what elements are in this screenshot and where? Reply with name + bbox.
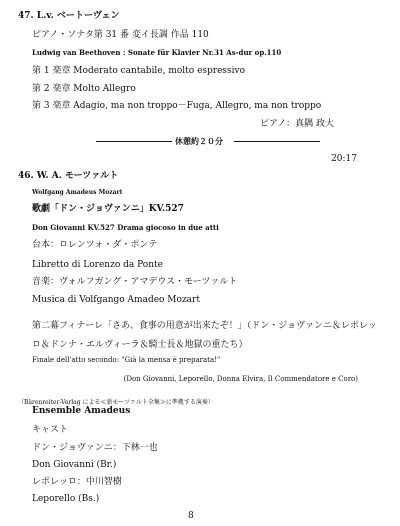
intermission-label: 休憩約２０分 <box>175 136 223 146</box>
finale-roles: (Don Giovanni, Leporello, Donna Elvira, Il Commendatore e Coro) <box>123 375 358 383</box>
cast-2-en: Leporello (Bs.) <box>32 494 100 504</box>
composer-en: Wolfgang Amadeus Mozart <box>32 189 123 196</box>
divider-left <box>96 141 172 142</box>
libretto-ja: 台本：ロレンツォ・ダ・ポンテ <box>32 240 158 250</box>
cast-1-en: Don Giovanni (Br.) <box>32 460 117 470</box>
movement-2: 第 2 楽章 Molto Allegro <box>32 84 136 94</box>
program-heading-mozart: 46. W. A. モーツァルト <box>18 171 119 181</box>
ensemble-name: Ensemble Amadeus <box>32 406 131 416</box>
music-it: Musica di Volfgango Amadeo Mozart <box>32 295 200 305</box>
finale-ja-line2: ロ＆ドンナ・エルヴィーラ＆騎士長＆地獄の重たち） <box>32 340 248 350</box>
program-heading-beethoven: 47. L.v. ベートーヴェン <box>18 11 120 21</box>
intermission-time: 20:17 <box>331 154 357 164</box>
finale-ja-line1: 第二幕フィナーレ「さあ、食事の用意が出来たぞ！」（ドン・ジョヴァンニ＆レポレッ <box>32 321 377 331</box>
cast-1-ja: ドン・ジョヴァンニ：下林一也 <box>32 443 158 453</box>
work-title-ja: ピアノ・ソナタ第 31 番 変イ長調 作品 110 <box>32 30 209 40</box>
movement-3: 第 3 楽章 Adagio, ma non troppo－Fuga, Allegro, ma non troppo <box>32 101 322 111</box>
divider-right <box>234 141 320 142</box>
finale-it: Finale dell'atto secondo: "Già la mensa è preparata!" <box>32 356 221 364</box>
opera-title-it: Don Giovanni KV.527 Drama giocoso in due atti <box>32 223 219 232</box>
page-number: 8 <box>188 511 194 521</box>
music-ja: 音楽：ヴォルフガング・アマデウス・モーツァルト <box>32 277 238 287</box>
opera-title-ja: 歌劇「ドン・ジョヴァンニ」KV.527 <box>32 204 184 214</box>
libretto-it: Libretto di Lorenzo da Ponte <box>32 260 163 270</box>
cast-2-ja: レポレッロ：中川智樹 <box>32 477 122 487</box>
edition-note: （Bärenreiter-Verlag による≪新モーツァルト全集≫に準拠する演奏） <box>18 399 214 406</box>
cast-label: キャスト <box>32 425 69 435</box>
work-title-de: Ludwig van Beethoven : Sonate für Klavier Nr.31 As-dur op.110 <box>32 48 282 57</box>
performer: ピアノ：真隅 政大 <box>259 119 334 129</box>
movement-1: 第 1 楽章 Moderato cantabile, molto espressivo <box>32 66 246 76</box>
